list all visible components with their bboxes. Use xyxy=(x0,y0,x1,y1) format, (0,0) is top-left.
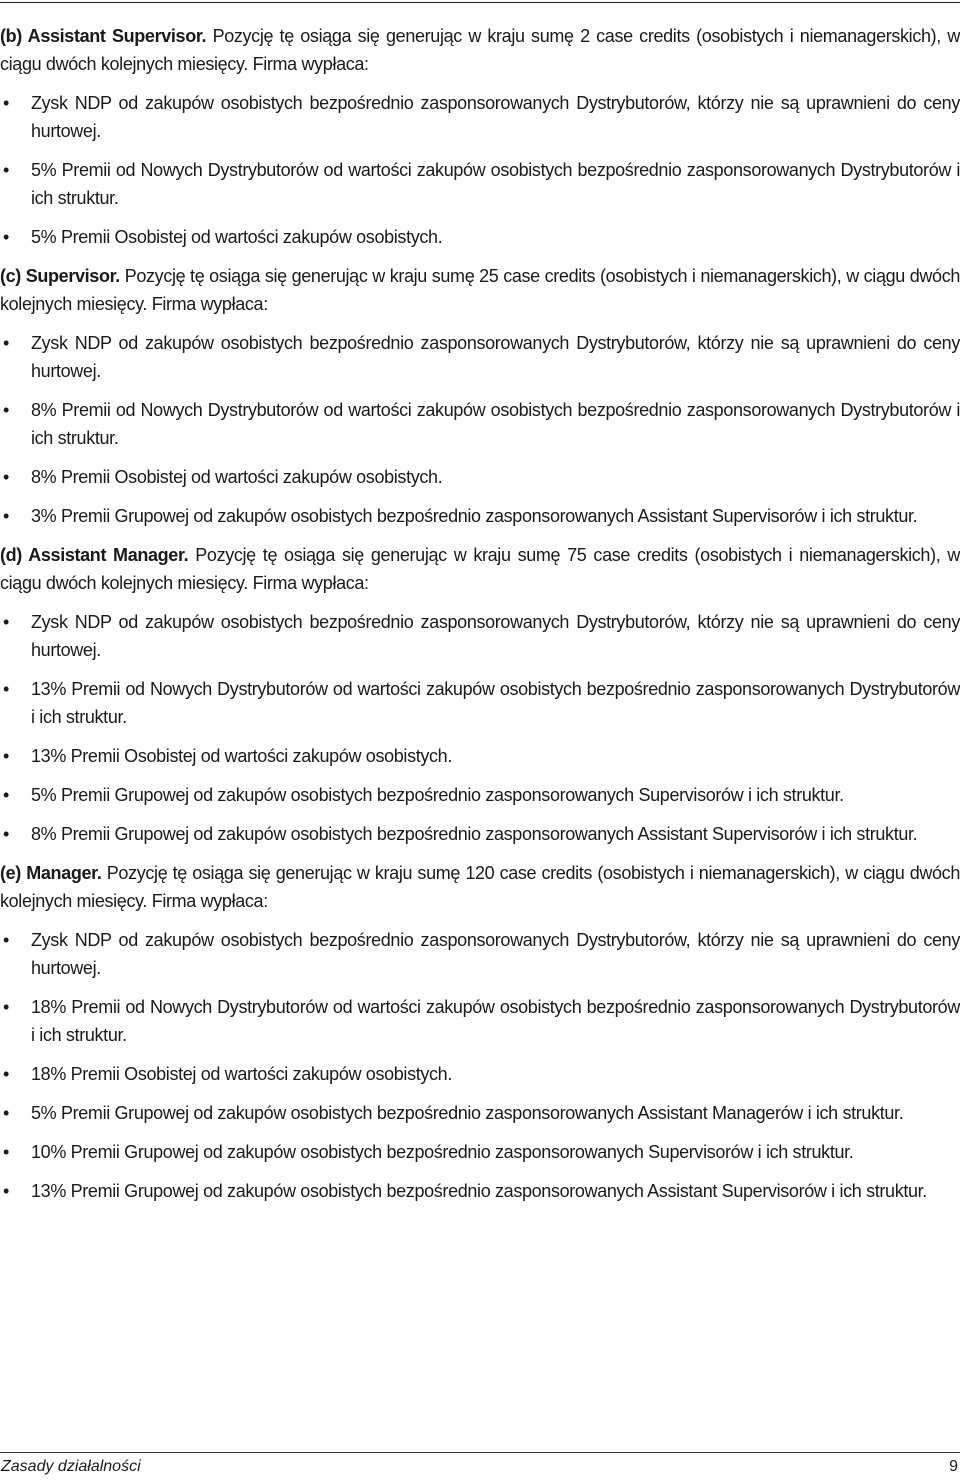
benefits-list xyxy=(0,89,960,251)
section-supervisor xyxy=(0,262,960,318)
section-assistant-manager xyxy=(0,541,960,597)
bullet-icon: • xyxy=(3,1142,9,1162)
list-item-text: Zysk NDP od zakupów osobistych bezpośrednio zasponsorowanych Dystrybutorów, którzy nie są uprawnieni do ceny hurtowej. xyxy=(31,930,960,978)
bullet-icon: • xyxy=(3,333,9,353)
bullet-icon: • xyxy=(3,227,9,247)
list-item xyxy=(0,463,960,491)
benefits-list xyxy=(0,608,960,848)
list-item-text: 5% Premii od Nowych Dystrybutorów od wartości zakupów osobistych bezpośrednio zasponsorowanych Dystrybutorów i ich struktur. xyxy=(31,160,960,208)
document-body xyxy=(0,22,960,1216)
list-item xyxy=(0,223,960,251)
list-item xyxy=(0,396,960,452)
list-item xyxy=(0,742,960,770)
list-item xyxy=(0,1177,960,1205)
list-item xyxy=(0,781,960,809)
page-number: 9 xyxy=(949,1458,958,1475)
list-item xyxy=(0,156,960,212)
list-item xyxy=(0,675,960,731)
bullet-icon: • xyxy=(3,824,9,844)
list-item xyxy=(0,1099,960,1127)
bullet-icon: • xyxy=(3,1181,9,1201)
list-item xyxy=(0,993,960,1049)
list-item-text: 5% Premii Osobistej od wartości zakupów osobistych. xyxy=(31,227,443,247)
list-item-text: 18% Premii od Nowych Dystrybutorów od wartości zakupów osobistych bezpośrednio zasponsorowanych Dystrybutorów i ich struktur. xyxy=(31,997,960,1045)
bullet-icon: • xyxy=(3,93,9,113)
bullet-icon: • xyxy=(3,679,9,699)
section-intro: Pozycję tę osiąga się generując w kraju sumę 75 case credits (osobistych i niemanagerskich), w ciągu dwóch kolejnych miesięcy. Firma wypłaca: xyxy=(0,545,960,593)
page-footer xyxy=(0,1452,960,1479)
section-heading: (d) Assistant Manager. xyxy=(0,545,189,565)
section-manager xyxy=(0,859,960,915)
list-item-text: 10% Premii Grupowej od zakupów osobistych bezpośrednio zasponsorowanych Supervisorów i ich struktur. xyxy=(31,1142,854,1162)
list-item-text: 5% Premii Grupowej od zakupów osobistych bezpośrednio zasponsorowanych Assistant Managerów i ich struktur. xyxy=(31,1103,904,1123)
bullet-icon: • xyxy=(3,1103,9,1123)
list-item-text: 13% Premii Grupowej od zakupów osobistych bezpośrednio zasponsorowanych Assistant Supervisorów i ich struktur. xyxy=(31,1181,927,1201)
section-heading: (b) Assistant Supervisor. xyxy=(0,26,207,46)
list-item-text: 8% Premii Osobistej od wartości zakupów osobistych. xyxy=(31,467,443,487)
benefits-list xyxy=(0,926,960,1205)
list-item xyxy=(0,329,960,385)
top-rule xyxy=(0,2,960,3)
bullet-icon: • xyxy=(3,930,9,950)
list-item xyxy=(0,89,960,145)
list-item-text: 8% Premii od Nowych Dystrybutorów od wartości zakupów osobistych bezpośrednio zasponsorowanych Dystrybutorów i ich struktur. xyxy=(31,400,960,448)
list-item-text: 13% Premii od Nowych Dystrybutorów od wartości zakupów osobistych bezpośrednio zasponsorowanych Dystrybutorów i ich struktur. xyxy=(31,679,960,727)
bullet-icon: • xyxy=(3,612,9,632)
list-item xyxy=(0,608,960,664)
benefits-list xyxy=(0,329,960,530)
bullet-icon: • xyxy=(3,467,9,487)
section-heading: (c) Supervisor. xyxy=(0,266,120,286)
list-item xyxy=(0,1138,960,1166)
list-item-text: Zysk NDP od zakupów osobistych bezpośrednio zasponsorowanych Dystrybutorów, którzy nie są uprawnieni do ceny hurtowej. xyxy=(31,612,960,660)
list-item-text: Zysk NDP od zakupów osobistych bezpośrednio zasponsorowanych Dystrybutorów, którzy nie są uprawnieni do ceny hurtowej. xyxy=(31,333,960,381)
section-intro: Pozycję tę osiąga się generując w kraju sumę 25 case credits (osobistych i niemanagerskich), w ciągu dwóch kolejnych miesięcy. Firma wypłaca: xyxy=(0,266,960,314)
list-item-text: 18% Premii Osobistej od wartości zakupów osobistych. xyxy=(31,1064,452,1084)
list-item xyxy=(0,1060,960,1088)
list-item xyxy=(0,820,960,848)
list-item-text: 13% Premii Osobistej od wartości zakupów osobistych. xyxy=(31,746,452,766)
list-item-text: 8% Premii Grupowej od zakupów osobistych bezpośrednio zasponsorowanych Assistant Supervisorów i ich struktur. xyxy=(31,824,918,844)
list-item xyxy=(0,502,960,530)
list-item xyxy=(0,926,960,982)
section-intro: Pozycję tę osiąga się generując w kraju sumę 2 case credits (osobistych i niemanagerskich), w ciągu dwóch kolejnych miesięcy. Firma wypłaca: xyxy=(0,26,960,74)
section-assistant-supervisor xyxy=(0,22,960,78)
bullet-icon: • xyxy=(3,400,9,420)
bullet-icon: • xyxy=(3,785,9,805)
list-item-text: Zysk NDP od zakupów osobistych bezpośrednio zasponsorowanych Dystrybutorów, którzy nie są uprawnieni do ceny hurtowej. xyxy=(31,93,960,141)
section-intro: Pozycję tę osiąga się generując w kraju sumę 120 case credits (osobistych i niemanagerskich), w ciągu dwóch kolejnych miesięcy. Firma wypłaca: xyxy=(0,863,960,911)
section-heading: (e) Manager. xyxy=(0,863,102,883)
bullet-icon: • xyxy=(3,160,9,180)
list-item-text: 5% Premii Grupowej od zakupów osobistych bezpośrednio zasponsorowanych Supervisorów i ich struktur. xyxy=(31,785,844,805)
bullet-icon: • xyxy=(3,746,9,766)
list-item-text: 3% Premii Grupowej od zakupów osobistych bezpośrednio zasponsorowanych Assistant Supervisorów i ich struktur. xyxy=(31,506,918,526)
footer-title: Zasady działalności xyxy=(1,1458,141,1475)
bullet-icon: • xyxy=(3,997,9,1017)
bullet-icon: • xyxy=(3,506,9,526)
bullet-icon: • xyxy=(3,1064,9,1084)
